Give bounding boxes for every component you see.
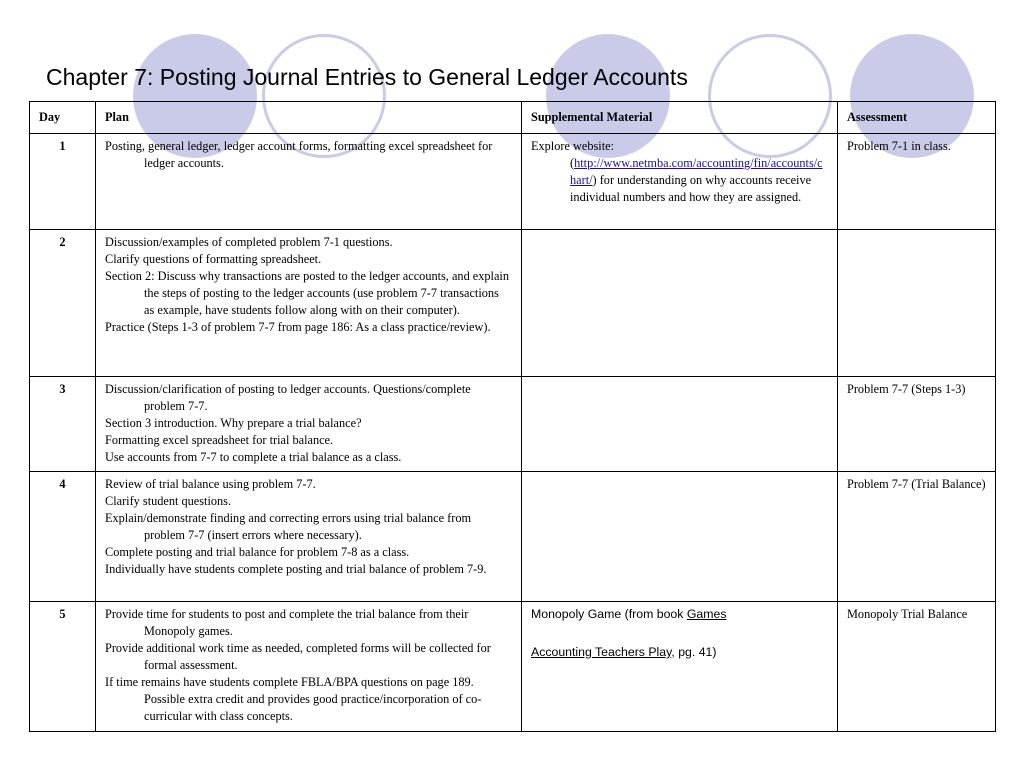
plan-line: Provide additional work time as needed, completed forms will be collected for formal assessment.	[105, 641, 491, 672]
paren-open: (	[570, 156, 575, 170]
table-row	[30, 602, 996, 732]
day-cell: 3	[30, 377, 96, 472]
header-assessment: Assessment	[838, 102, 996, 134]
table-row	[30, 134, 996, 230]
supplemental-rest: ) for understanding on why accounts receive individual numbers and how they are assigned.	[570, 173, 812, 204]
header-day: Day	[30, 102, 96, 134]
plan-line: Clarify questions of formatting spreadsheet.	[105, 252, 322, 266]
book-suffix: , pg. 41)	[671, 645, 717, 659]
plan-line: Formatting excel spreadsheet for trial balance.	[105, 433, 334, 447]
day-cell: 1	[30, 134, 96, 230]
plan-line: Review of trial balance using problem 7-7.	[105, 477, 316, 491]
plan-line: Individually have students complete posting and trial balance of problem 7-9.	[105, 562, 487, 576]
plan-line: Provide time for students to post and complete the trial balance from their Monopoly games.	[105, 607, 469, 638]
plan-line: Posting, general ledger, ledger account forms, formatting excel spreadsheet for ledger accounts.	[105, 139, 493, 170]
plan-line: Complete posting and trial balance for problem 7-8 as a class.	[105, 545, 410, 559]
header-plan: Plan	[96, 102, 522, 134]
plan-cell	[96, 230, 522, 377]
supplemental-cell	[522, 602, 838, 732]
supplemental-text: Explore website:	[531, 139, 614, 153]
page-title: Chapter 7: Posting Journal Entries to General Ledger Accounts	[46, 64, 688, 90]
plan-cell	[96, 377, 522, 472]
plan-cell	[96, 134, 522, 230]
table-row	[30, 377, 996, 472]
supplemental-cell	[522, 230, 838, 377]
plan-line: Explain/demonstrate finding and correcting errors using trial balance from problem 7-7 (insert errors where necessary).	[105, 511, 472, 542]
lesson-plan-table	[29, 101, 996, 732]
table-row	[30, 472, 996, 602]
monopoly-prefix: Monopoly Game (from book	[531, 607, 687, 621]
assessment-cell: Problem 7-7 (Trial Balance)	[838, 472, 996, 602]
table-header-row	[30, 102, 996, 134]
plan-line: Practice (Steps 1-3 of problem 7-7 from page 186: As a class practice/review).	[105, 320, 491, 334]
plan-line: Section 3 introduction. Why prepare a trial balance?	[105, 416, 362, 430]
book-title-part2: Accounting Teachers Play	[531, 645, 672, 659]
assessment-cell: Problem 7-1 in class.	[838, 134, 996, 230]
assessment-text: Monopoly Trial Balance	[847, 607, 968, 621]
netmba-link[interactable]: http://www.netmba.com/accounting/fin/accounts/chart/	[570, 156, 823, 187]
monopoly-game-text	[531, 606, 828, 623]
plan-cell	[96, 602, 522, 732]
plan-line: Discussion/examples of completed problem 7-1 questions.	[105, 235, 393, 249]
plan-line: Use accounts from 7-7 to complete a trial balance as a class.	[105, 450, 402, 464]
day-cell: 4	[30, 472, 96, 602]
day-cell: 2	[30, 230, 96, 377]
table-row	[30, 230, 996, 377]
plan-cell	[96, 472, 522, 602]
supplemental-cell	[522, 472, 838, 602]
assessment-cell	[838, 230, 996, 377]
header-supplemental: Supplemental Material	[522, 102, 838, 134]
assessment-cell	[838, 602, 996, 732]
supplemental-cell	[522, 134, 838, 230]
day-cell: 5	[30, 602, 96, 732]
book-title-line	[531, 644, 828, 661]
book-title-part1: Games	[686, 607, 727, 621]
plan-line: Section 2: Discuss why transactions are posted to the ledger accounts, and explain the steps of posting to the ledger accounts (use problem 7-7 transactions as example, have students follow along with on their computer).	[105, 269, 509, 317]
plan-line: If time remains have students complete FBLA/BPA questions on page 189. Possible extra credit and provides good practice/incorporation of co-curricular with class concepts.	[105, 675, 482, 723]
supplemental-cell	[522, 377, 838, 472]
plan-line: Clarify student questions.	[105, 494, 232, 508]
plan-line: Discussion/clarification of posting to ledger accounts. Questions/complete problem 7-7.	[105, 382, 471, 413]
supplemental-detail	[531, 155, 828, 206]
assessment-cell: Problem 7-7 (Steps 1-3)	[838, 377, 996, 472]
